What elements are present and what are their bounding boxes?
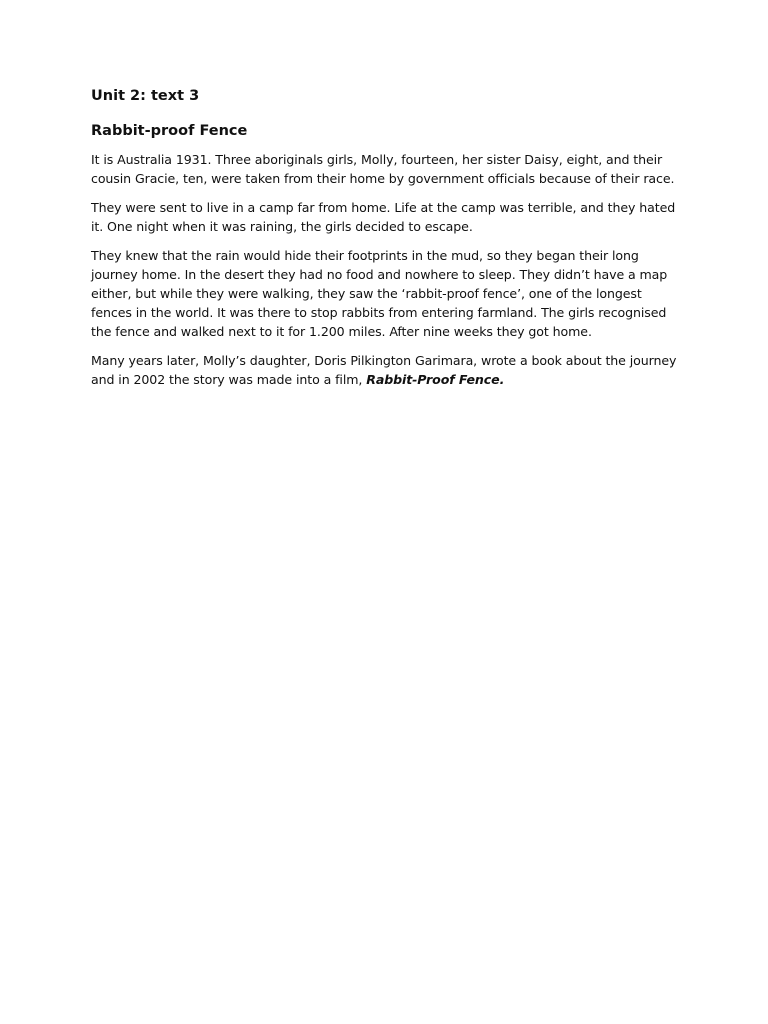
- paragraph-4: [91, 351, 681, 389]
- paragraph-2: They were sent to live in a camp far from home. Life at the camp was terrible, and they hated it. One night when it was raining, the girls decided to escape.: [91, 200, 676, 234]
- document-content: [91, 86, 681, 399]
- paragraph-1: It is Australia 1931. Three aboriginals girls, Molly, fourteen, her sister Daisy, eight, and their cousin Gracie, ten, were taken from their home by government officials because of their race.: [91, 152, 675, 186]
- film-title: Rabbit-Proof Fence.: [366, 372, 505, 387]
- document-title: Rabbit-proof Fence: [91, 123, 248, 139]
- paragraph-3: They knew that the rain would hide their footprints in the mud, so they began their long journey home. In the desert they had no food and nowhere to sleep. They didn’t have a map either, but while they were walking, they saw the ‘rabbit-proof fence’, one of the longest fences in the world. It was there to stop rabbits from entering farmland. The girls recognised the fence and walked next to it for 1.200 miles. After nine weeks they got home.: [91, 248, 668, 339]
- paragraph-4-text: Many years later, Molly’s daughter, Doris Pilkington Garimara, wrote a book about the journey and in 2002 the story was made into a film,: [91, 353, 677, 387]
- unit-heading: Unit 2: text 3: [91, 88, 200, 104]
